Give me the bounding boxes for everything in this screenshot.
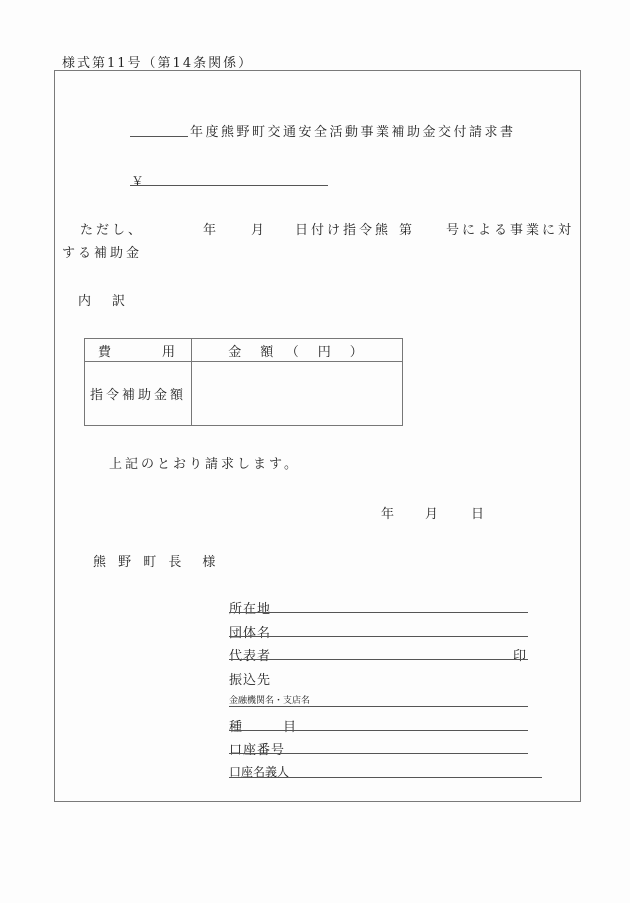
field-label-representative: 代表者 <box>229 649 272 664</box>
body-month-label: 月 <box>251 223 268 238</box>
account-number-field[interactable] <box>229 753 528 754</box>
body-prefix: ただし、 <box>80 223 145 238</box>
column-header-amount: 金 額 （ 円 ） <box>192 339 403 362</box>
body-order-label: 日付け指令熊 <box>295 223 392 238</box>
currency-symbol: ￥ <box>131 175 148 190</box>
date-day-label: 日 <box>471 507 488 522</box>
account-type-field[interactable] <box>229 730 528 731</box>
address-field[interactable] <box>229 612 528 613</box>
field-label-organization: 団体名 <box>229 626 272 641</box>
field-label-account-type: 種 目 <box>229 720 311 735</box>
body-number-prefix: 第 <box>399 223 416 238</box>
field-label-account-number: 口座番号 <box>229 743 286 758</box>
field-label-account-holder: 口座名義人 <box>229 765 290 779</box>
transfer-heading: 振込先 <box>229 673 272 688</box>
form-number: 様式第11号（第14条関係） <box>62 56 254 71</box>
account-holder-field[interactable] <box>229 777 542 778</box>
organization-field[interactable] <box>229 636 528 637</box>
amount-field[interactable] <box>130 185 328 186</box>
form-title: 年度熊野町交通安全活動事業補助金交付請求書 <box>190 125 516 140</box>
breakdown-heading: 内 訳 <box>78 294 130 309</box>
field-label-bank: 金融機関名・支店名 <box>229 696 311 706</box>
body-line2: する補助金 <box>62 246 143 261</box>
seal-mark: 印 <box>513 649 527 664</box>
bank-field[interactable] <box>229 706 528 707</box>
row-amount-field[interactable] <box>192 362 403 426</box>
representative-field[interactable] <box>229 659 528 660</box>
request-statement: 上記のとおり請求します。 <box>109 457 300 472</box>
table-row <box>85 362 403 426</box>
body-suffix: 号による事業に対 <box>446 223 575 238</box>
addressee: 熊 野 町 長 様 <box>93 555 220 570</box>
date-year-label: 年 <box>381 507 398 522</box>
field-label-address: 所在地 <box>229 602 272 617</box>
body-year-label: 年 <box>203 223 220 238</box>
breakdown-table <box>84 338 403 426</box>
row-item: 指令補助金額 <box>85 362 192 426</box>
date-month-label: 月 <box>425 507 442 522</box>
fiscal-year-blank[interactable] <box>130 136 188 137</box>
column-header-expense: 費 用 <box>85 339 192 362</box>
